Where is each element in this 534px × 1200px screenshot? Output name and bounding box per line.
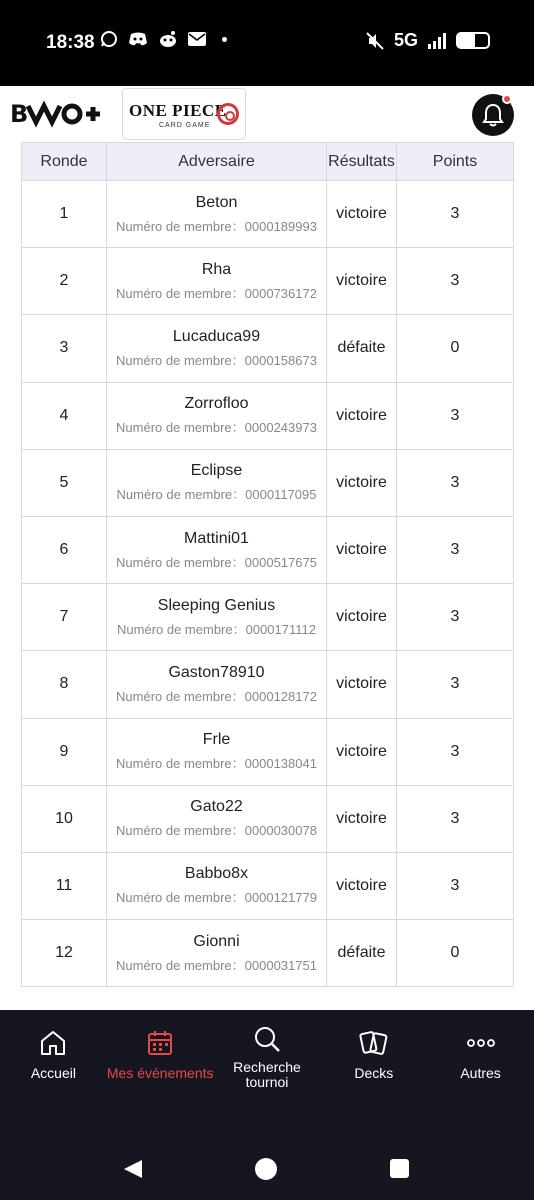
points-cell: 3 xyxy=(397,516,514,583)
opponent-cell xyxy=(107,382,327,449)
game-logo-subtitle: CARD GAME xyxy=(159,122,211,129)
round-cell: 10 xyxy=(22,785,107,852)
round-cell: 3 xyxy=(22,315,107,382)
member-number: Numéro de membre：0000117095 xyxy=(116,487,317,503)
network-type: 5G xyxy=(393,30,418,50)
results-content xyxy=(0,142,534,1010)
column-header-points: Points xyxy=(397,143,514,181)
points-cell: 3 xyxy=(397,181,514,248)
app-header xyxy=(0,86,534,142)
table-row xyxy=(22,248,514,315)
member-number: Numéro de membre：0000158673 xyxy=(116,352,317,368)
opponent-cell xyxy=(107,852,327,919)
result-cell: victoire xyxy=(327,449,397,516)
table-row xyxy=(22,852,514,919)
points-cell: 0 xyxy=(397,920,514,987)
result-cell: victoire xyxy=(327,785,397,852)
opponent-name: Gato22 xyxy=(190,798,243,816)
points-cell: 3 xyxy=(397,584,514,651)
nav-item-more[interactable] xyxy=(427,1010,534,1138)
bell-icon xyxy=(482,103,504,127)
notification-button[interactable] xyxy=(472,94,514,136)
notification-dot xyxy=(502,94,512,104)
opponent-name: Beton xyxy=(195,193,238,211)
column-header-result: Résultats xyxy=(327,143,397,181)
result-cell: victoire xyxy=(327,651,397,718)
opponent-name: Rha xyxy=(201,260,232,278)
home-circle-icon[interactable] xyxy=(255,1158,277,1180)
opponent-cell xyxy=(107,516,327,583)
member-number: Numéro de membre：0000031751 xyxy=(116,957,317,973)
result-cell: victoire xyxy=(327,852,397,919)
table-row xyxy=(22,315,514,382)
whatsapp-icon xyxy=(100,30,118,48)
status-bar xyxy=(0,0,534,86)
opponent-name: Frle xyxy=(202,731,231,749)
nav-item-home[interactable] xyxy=(0,1010,107,1138)
home-icon xyxy=(38,1028,68,1058)
opponent-name: Babbo8x xyxy=(184,865,249,883)
result-cell: victoire xyxy=(327,718,397,785)
points-cell: 3 xyxy=(397,449,514,516)
round-cell: 6 xyxy=(22,516,107,583)
status-right xyxy=(366,30,490,51)
opponent-cell xyxy=(107,920,327,987)
opponent-name: Sleeping Genius xyxy=(157,596,276,614)
result-cell: défaite xyxy=(327,920,397,987)
member-number: Numéro de membre：0000171112 xyxy=(117,621,316,637)
round-cell: 9 xyxy=(22,718,107,785)
opponent-cell xyxy=(107,718,327,785)
round-cell: 11 xyxy=(22,852,107,919)
opponent-name: Lucaduca99 xyxy=(172,327,261,345)
opponent-name: Gionni xyxy=(193,932,240,950)
round-cell: 8 xyxy=(22,651,107,718)
dot-icon xyxy=(222,37,227,42)
round-cell: 1 xyxy=(22,181,107,248)
bandai-card-games-logo-icon xyxy=(10,100,102,128)
points-cell: 3 xyxy=(397,852,514,919)
more-icon xyxy=(465,1028,497,1058)
table-row xyxy=(22,785,514,852)
mute-icon xyxy=(366,32,384,50)
column-header-round: Ronde xyxy=(22,143,107,181)
opponent-cell xyxy=(107,651,327,718)
member-number: Numéro de membre：0000517675 xyxy=(116,554,317,570)
search-icon xyxy=(252,1024,282,1054)
member-number: Numéro de membre：0000736172 xyxy=(116,285,317,301)
opponent-name: Eclipse xyxy=(190,462,243,480)
nav-label: Recherche tournoi xyxy=(233,1059,301,1090)
nav-item-tournament-search[interactable] xyxy=(214,1010,321,1138)
points-cell: 3 xyxy=(397,382,514,449)
opponent-cell xyxy=(107,785,327,852)
result-cell: victoire xyxy=(327,181,397,248)
calendar-icon xyxy=(145,1028,175,1058)
points-cell: 3 xyxy=(397,785,514,852)
points-cell: 3 xyxy=(397,651,514,718)
member-number: Numéro de membre：0000138041 xyxy=(116,756,317,772)
logo-ring-icon xyxy=(217,103,239,125)
points-cell: 0 xyxy=(397,315,514,382)
back-icon[interactable] xyxy=(122,1158,144,1180)
table-row xyxy=(22,718,514,785)
table-row xyxy=(22,584,514,651)
result-cell: victoire xyxy=(327,584,397,651)
nav-label: Decks xyxy=(354,1065,394,1081)
table-row xyxy=(22,651,514,718)
nav-label: Autres xyxy=(460,1065,501,1081)
result-cell: défaite xyxy=(327,315,397,382)
opponent-cell xyxy=(107,584,327,651)
result-cell: victoire xyxy=(327,382,397,449)
results-table xyxy=(21,142,514,987)
member-number: Numéro de membre：0000030078 xyxy=(116,823,317,839)
opponent-cell xyxy=(107,248,327,315)
nav-label: Mes événements xyxy=(106,1065,214,1081)
result-cell: victoire xyxy=(327,248,397,315)
discord-icon xyxy=(128,31,148,47)
column-header-opponent: Adversaire xyxy=(107,143,327,181)
points-cell: 3 xyxy=(397,248,514,315)
signal-icon xyxy=(428,33,446,49)
brand-logo[interactable] xyxy=(10,100,102,135)
table-row xyxy=(22,516,514,583)
bottom-nav xyxy=(0,1010,534,1138)
opponent-name: Gaston78910 xyxy=(168,663,265,681)
result-cell: victoire xyxy=(327,516,397,583)
nav-item-my-events[interactable] xyxy=(107,1010,214,1138)
opponent-cell xyxy=(107,315,327,382)
svg-text:B: B xyxy=(10,100,28,128)
one-piece-logo xyxy=(122,88,246,140)
table-row xyxy=(22,920,514,987)
member-number: Numéro de membre：0000128172 xyxy=(116,688,317,704)
nav-label: Accueil xyxy=(30,1065,76,1081)
round-cell: 4 xyxy=(22,382,107,449)
notification-icons xyxy=(100,30,227,48)
table-row xyxy=(22,449,514,516)
round-cell: 5 xyxy=(22,449,107,516)
mail-icon xyxy=(188,32,206,46)
opponent-cell xyxy=(107,449,327,516)
cards-icon xyxy=(358,1028,390,1058)
status-time: 18:38 xyxy=(46,32,95,53)
opponent-cell xyxy=(107,181,327,248)
member-number: Numéro de membre：0000243973 xyxy=(116,420,317,436)
opponent-name: Zorrofloo xyxy=(184,395,249,413)
battery-icon xyxy=(456,32,490,49)
round-cell: 2 xyxy=(22,248,107,315)
table-header-row xyxy=(22,143,514,181)
table-row xyxy=(22,382,514,449)
reddit-icon xyxy=(158,30,178,48)
opponent-name: Mattini01 xyxy=(184,529,249,547)
member-number: Numéro de membre：0000121779 xyxy=(116,890,317,906)
member-number: Numéro de membre：0000189993 xyxy=(116,218,317,234)
system-nav-bar xyxy=(0,1138,534,1200)
round-cell: 7 xyxy=(22,584,107,651)
recents-icon[interactable] xyxy=(390,1159,409,1178)
nav-item-decks[interactable] xyxy=(320,1010,427,1138)
round-cell: 12 xyxy=(22,920,107,987)
table-row xyxy=(22,181,514,248)
game-logo-title: ONE PIECE xyxy=(129,101,227,120)
points-cell: 3 xyxy=(397,718,514,785)
